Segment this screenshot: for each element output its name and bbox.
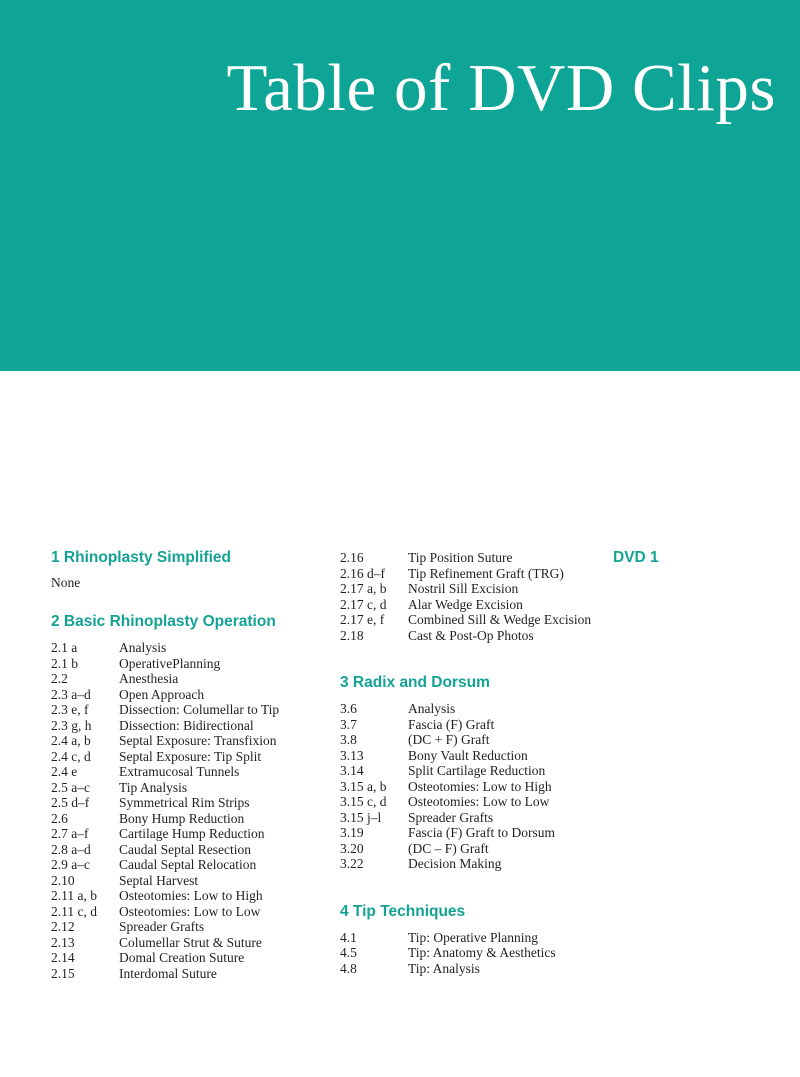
clip-title: Osteotomies: Low to Low: [119, 903, 261, 919]
clip-title: Combined Sill & Wedge Excision: [408, 612, 592, 627]
clip-entry: [340, 717, 610, 733]
clip-title: Dissection: Bidirectional: [119, 717, 254, 733]
clip-entry: [51, 640, 321, 656]
clip-title: Caudal Septal Resection: [119, 841, 251, 857]
clip-title: Tip: Anatomy & Aesthetics: [408, 945, 556, 960]
clip-entry: [51, 656, 321, 672]
clip-title: Septal Exposure: Tip Split: [119, 748, 262, 764]
clip-number: 3.22: [340, 856, 364, 871]
clip-number: 2.16: [340, 550, 364, 565]
clip-entry: [51, 842, 321, 858]
clip-title: Dissection: Columellar to Tip: [119, 702, 280, 717]
clip-title: Tip Analysis: [119, 779, 188, 795]
clip-title: Interdomal Suture: [119, 965, 217, 981]
clip-entry: [340, 779, 610, 795]
clip-title: Tip: Analysis: [408, 960, 480, 976]
clip-entry: [51, 780, 321, 796]
column-3: [613, 548, 763, 568]
clip-title: Analysis: [119, 640, 167, 655]
clip-number: 2.8 a–d: [51, 841, 91, 857]
clip-title: Analysis: [408, 701, 456, 716]
clip-title: OperativePlanning: [119, 655, 221, 671]
clip-number: 2.17 c, d: [340, 596, 387, 612]
clip-number: 2.3 e, f: [51, 702, 89, 717]
clip-number: 2.1 b: [51, 655, 78, 671]
clip-number: 4.1: [340, 929, 357, 945]
clip-number: 3.15 a, b: [340, 778, 387, 794]
clip-title: Cartilage Hump Reduction: [119, 826, 265, 841]
dvd-label: DVD 1: [613, 549, 659, 566]
clip-title: Spreader Grafts: [119, 919, 205, 934]
clip-number: 2.1 a: [51, 640, 78, 655]
clip-number: 2.7 a–f: [51, 826, 89, 841]
clip-number: 2.13: [51, 934, 75, 950]
section-1-title: 1 Rhinoplasty Simplified: [51, 549, 231, 566]
clip-number: 2.16 d–f: [340, 565, 385, 581]
clip-entry: [51, 687, 321, 703]
clip-entry: [340, 794, 610, 810]
clip-entry: [51, 811, 321, 827]
clip-number: 2.5 d–f: [51, 795, 90, 810]
page-title: Table of DVD Clips: [226, 51, 776, 125]
clip-title: Columellar Strut & Suture: [119, 934, 262, 950]
clip-title: Extramucosal Tunnels: [119, 764, 240, 779]
clip-entry: [340, 763, 610, 779]
clip-number: 3.13: [340, 747, 364, 763]
clip-title: Bony Vault Reduction: [408, 747, 528, 763]
clip-entry: [340, 566, 610, 582]
clip-title: Decision Making: [408, 856, 502, 871]
clip-number: 3.14: [340, 763, 364, 778]
clip-entry: [51, 904, 321, 920]
clip-number: 2.17 e, f: [340, 612, 385, 627]
clip-entry: [340, 581, 610, 597]
section-3-list: [340, 701, 610, 872]
clip-entry: [51, 857, 321, 873]
clip-number: 2.9 a–c: [51, 857, 90, 872]
clip-title: Tip Position Suture: [408, 550, 513, 565]
clip-title: (DC + F) Graft: [408, 732, 490, 747]
section-2-continued-list: [340, 550, 610, 643]
section-4-title: 4 Tip Techniques: [340, 902, 466, 920]
clip-entry: [340, 701, 610, 717]
clip-entry: [51, 826, 321, 842]
clip-entry: [51, 764, 321, 780]
clip-title: Tip Refinement Graft (TRG): [408, 565, 564, 581]
clip-entry: [340, 732, 610, 748]
clip-title: Symmetrical Rim Strips: [119, 795, 250, 810]
clip-number: 2.11 c, d: [51, 903, 97, 919]
clip-number: 3.15 j–l: [340, 809, 382, 825]
clip-title: Osteotomies: Low to High: [408, 778, 552, 794]
clip-number: 3.7: [340, 716, 357, 732]
clip-entry: [51, 950, 321, 966]
clip-title: Osteotomies: Low to Low: [408, 794, 550, 809]
clip-title: Bony Hump Reduction: [119, 810, 245, 826]
clip-title: Fascia (F) Graft to Dorsum: [408, 825, 555, 840]
clip-entry: [51, 966, 321, 982]
clip-entry: [340, 825, 610, 841]
title-banner: [0, 0, 800, 371]
clip-number: 3.6: [340, 701, 357, 716]
clip-number: 2.14: [51, 950, 75, 965]
clip-title: Fascia (F) Graft: [408, 716, 495, 732]
clip-title: Nostril Sill Excision: [408, 581, 519, 596]
column-2: [340, 548, 610, 976]
clip-number: 2.15: [51, 965, 75, 981]
clip-number: 4.5: [340, 945, 357, 960]
clip-number: 2.5 a–c: [51, 779, 90, 795]
clip-title: Septal Harvest: [119, 872, 199, 888]
clip-entry: [51, 795, 321, 811]
clip-title: Spreader Grafts: [408, 809, 494, 825]
clip-number: 2.6: [51, 810, 68, 826]
clip-number: 2.18: [340, 627, 364, 643]
section-2-list: [51, 640, 321, 981]
clip-entry: [340, 612, 610, 628]
clip-entry: [51, 919, 321, 935]
clip-entry: [340, 550, 610, 566]
clip-entry: [51, 718, 321, 734]
clip-number: 2.12: [51, 919, 75, 934]
clip-title: Caudal Septal Relocation: [119, 857, 257, 872]
clip-title: Cast & Post-Op Photos: [408, 627, 534, 643]
clip-entry: [51, 888, 321, 904]
clip-title: Anesthesia: [119, 671, 179, 686]
clip-entry: [340, 597, 610, 613]
clip-number: 2.10: [51, 872, 75, 888]
clip-number: 2.3 a–d: [51, 686, 91, 702]
clip-number: 3.8: [340, 732, 357, 747]
clip-entry: [340, 628, 610, 644]
section-3-title: 3 Radix and Dorsum: [340, 674, 490, 691]
section-1-note: None: [51, 575, 81, 590]
clip-entry: [51, 671, 321, 687]
clip-entry: [340, 961, 610, 977]
clip-entry: [51, 733, 321, 749]
clip-number: 2.4 a, b: [51, 733, 91, 748]
clip-number: 2.17 a, b: [340, 581, 387, 596]
clip-number: 2.3 g, h: [51, 717, 92, 733]
clip-number: 4.8: [340, 960, 357, 976]
clip-entry: [51, 749, 321, 765]
clip-entry: [340, 930, 610, 946]
clip-number: 2.4 c, d: [51, 748, 91, 764]
clip-title: Septal Exposure: Transfixion: [119, 733, 277, 748]
clip-number: 3.15 c, d: [340, 794, 387, 809]
clip-entry: [340, 748, 610, 764]
clip-title: Split Cartilage Reduction: [408, 763, 546, 778]
clip-number: 3.20: [340, 840, 364, 856]
clip-title: Alar Wedge Excision: [408, 596, 523, 612]
clip-number: 2.4 e: [51, 764, 78, 779]
clip-title: Tip: Operative Planning: [408, 929, 538, 945]
clip-entry: [340, 810, 610, 826]
column-1: [51, 548, 321, 981]
clip-entry: [340, 856, 610, 872]
clip-title: (DC – F) Graft: [408, 840, 489, 856]
clip-title: Open Approach: [119, 686, 205, 702]
clip-entry: [51, 873, 321, 889]
clip-number: 3.19: [340, 825, 364, 840]
clip-entry: [340, 945, 610, 961]
clip-entry: [51, 702, 321, 718]
section-2-title: 2 Basic Rhinoplasty Operation: [51, 613, 276, 630]
clip-number: 2.2: [51, 671, 68, 686]
section-4-list: [340, 930, 610, 977]
clip-number: 2.11 a, b: [51, 888, 97, 903]
clip-entry: [340, 841, 610, 857]
clip-entry: [51, 935, 321, 951]
clip-title: Osteotomies: Low to High: [119, 888, 263, 903]
clip-title: Domal Creation Suture: [119, 950, 245, 965]
